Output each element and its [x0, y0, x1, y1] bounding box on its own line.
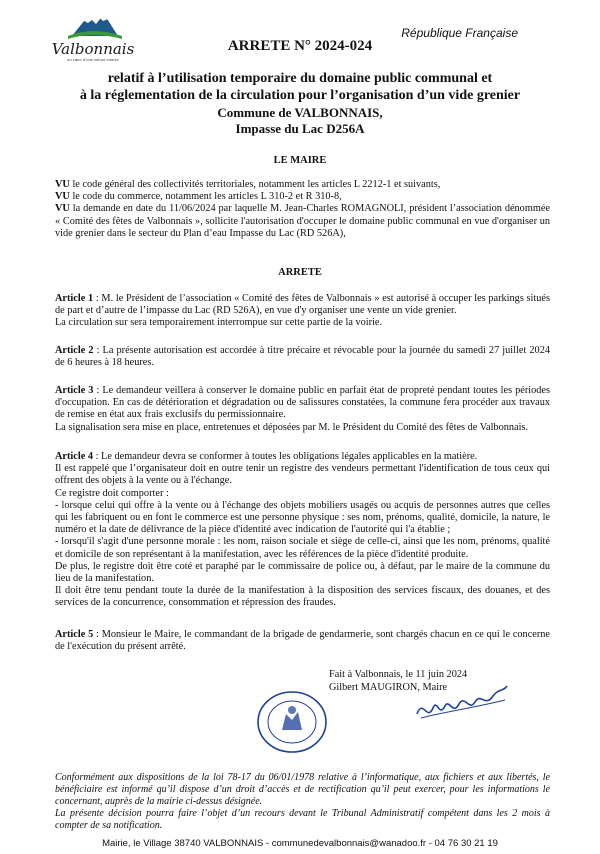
- article-text: Il doit être tenu pendant toute la durée de la manifestation à la disposition des services fiscaux, des douanes, et des services de la concurrence, consommation et répression des fraudes.: [55, 585, 550, 609]
- article-label: Article 4: [55, 451, 94, 462]
- article-text: - lorsqu'il s'agit d'une personne morale : les nom, raison sociale et siège de celle-ci, ainsi que les nom, prénoms, qualité et domicile de son représentant à la manifestation, avec les références de la pièce d'identité produite.: [55, 536, 550, 560]
- vu-label: VU: [55, 191, 70, 203]
- legal-footnote: [55, 772, 550, 832]
- article-text: : Monsieur le Maire, le commandant de la brigade de gendarmerie, sont chargés chacun en ce qui le concerne de l'exécution du présent arrêté.: [55, 629, 550, 653]
- article-3: [55, 385, 550, 434]
- maire-heading: LE MAIRE: [273, 155, 327, 166]
- page-footer: Mairie, le Village 38740 VALBONNAIS - communedevalbonnais@wanadoo.fr - 04 76 30 21 19: [102, 838, 498, 849]
- svg-text:Valbonnais: Valbonnais: [51, 40, 135, 58]
- subject-line-4: Impasse du Lac D256A: [235, 121, 365, 136]
- article-text: La signalisation sera mise en place, entretenues et déposées par M. le Président du Comité des fêtes de Valbonnais.: [55, 421, 529, 433]
- article-text: : Le demandeur veillera à conserver le domaine public en parfait état de propreté pendant toutes les périodes d'occupation. En cas de détérioration et dégradation ou de salissures constatées, la commune fera procéder aux travaux de remise en état aux frais exclusifs du permissionnaire.: [55, 385, 550, 421]
- article-label: Article 1: [55, 293, 94, 304]
- footnote-text: Conformément aux dispositions de la loi 78-17 du 06/01/1978 relative à l’informatique, aux fichiers et aux libertés, le bénéficiaire est informé qu’il dispose d’un droit d’accès et de rectification qu’il peut exercer, pour les informations le concernant, auprès de la mairie ci-dessus désignée.: [55, 772, 550, 807]
- mayor-name: Gilbert MAUGIRON, Maire: [329, 681, 448, 693]
- article-2: [55, 345, 550, 369]
- subject-line-3: Commune de VALBONNAIS,: [217, 105, 383, 120]
- article-text: : M. le Président de l’association « Comité des fêtes de Valbonnais » est autorisé à occuper les parkings situés de part et d’autre de l’impasse du Lac (RD 526A), en vue d'y organiser une vente un vide grenier.: [55, 293, 550, 317]
- vu-text: le code du commerce, notamment les articles L 310-2 et R 310-8,: [69, 191, 342, 203]
- republic-label: République Française: [401, 26, 518, 40]
- arrete-heading: ARRETE: [278, 267, 322, 278]
- article-4: [55, 451, 550, 610]
- article-5: [55, 629, 550, 653]
- valbonnais-logo: [51, 6, 135, 64]
- article-text: Ce registre doit comporter :: [55, 487, 169, 499]
- mairie-stamp: [256, 690, 328, 754]
- article-text: Il est rappelé que l’organisateur doit en outre tenir un registre des vendeurs permettant l'identification de tous ceux qui offrent des objets à la vente ou à l'échange.: [55, 463, 550, 487]
- article-text: : La présente autorisation est accordée à titre précaire et révocable pour la journée du samedi 27 juillet 2024 de 6 heures à 18 heures.: [55, 345, 550, 369]
- vu-label: VU: [55, 203, 70, 215]
- vu-text: le code général des collectivités territoriales, notamment les articles L 2212-1 et suivants,: [69, 179, 441, 190]
- arrete-number: ARRETE N° 2024-024: [227, 38, 373, 54]
- subject-line-1: relatif à l’utilisation temporaire du domaine public communal et: [107, 71, 493, 86]
- fait-line: Fait à Valbonnais, le 11 juin 2024: [329, 669, 468, 680]
- article-text: De plus, le registre doit être coté et paraphé par le commissaire de police ou, à défaut, par le maire de la commune du lieu de la manifestation.: [55, 560, 550, 585]
- vu-section: [55, 179, 550, 240]
- article-label: Article 5: [55, 629, 94, 640]
- article-label: Article 3: [55, 385, 94, 396]
- subject-line-2: à la réglementation de la circulation pour l’organisation d’un vide grenier: [79, 88, 521, 103]
- article-label: Article 2: [55, 345, 94, 356]
- article-1: [55, 293, 550, 330]
- article-text: : Le demandeur devra se conformer à toutes les obligations légales applicables en la matière.: [93, 451, 478, 462]
- vu-text: la demande en date du 11/06/2024 par laquelle M. Jean-Charles ROMAGNOLI, président l’association dénommée « Comité des fêtes de Valbonnais », sollicite l'autorisation d'occuper le domaine public communal en vue d'organiser un vide grenier dans le secteur du Plan d’eau Impasse du Lac (RD 526A),: [55, 203, 550, 239]
- vu-label: VU: [55, 179, 70, 190]
- svg-text:au cœur d'une nature intacte: au cœur d'une nature intacte: [67, 58, 119, 62]
- article-text: La circulation sur sera temporairement interrompue sur cette partie de la voirie.: [55, 317, 383, 329]
- footnote-text: La présente décision pourra faire l’objet d’un recours devant le Tribunal Administratif compétent dans les 2 mois à compter de sa notification.: [55, 808, 550, 831]
- article-text: - lorsque celui qui offre à la vente ou à l'échange des objets mobiliers usagés ou acquis de personnes autres que celles qui les fabriquent ou en font le commerce est une personne physique : ses nom, prénoms, qualité, domicile, la nature, le numéro et la date de délivrance de la pièce d'identité avec indication de l'autorité qui l'a établie ;: [55, 499, 550, 536]
- mayor-signature: [413, 678, 513, 728]
